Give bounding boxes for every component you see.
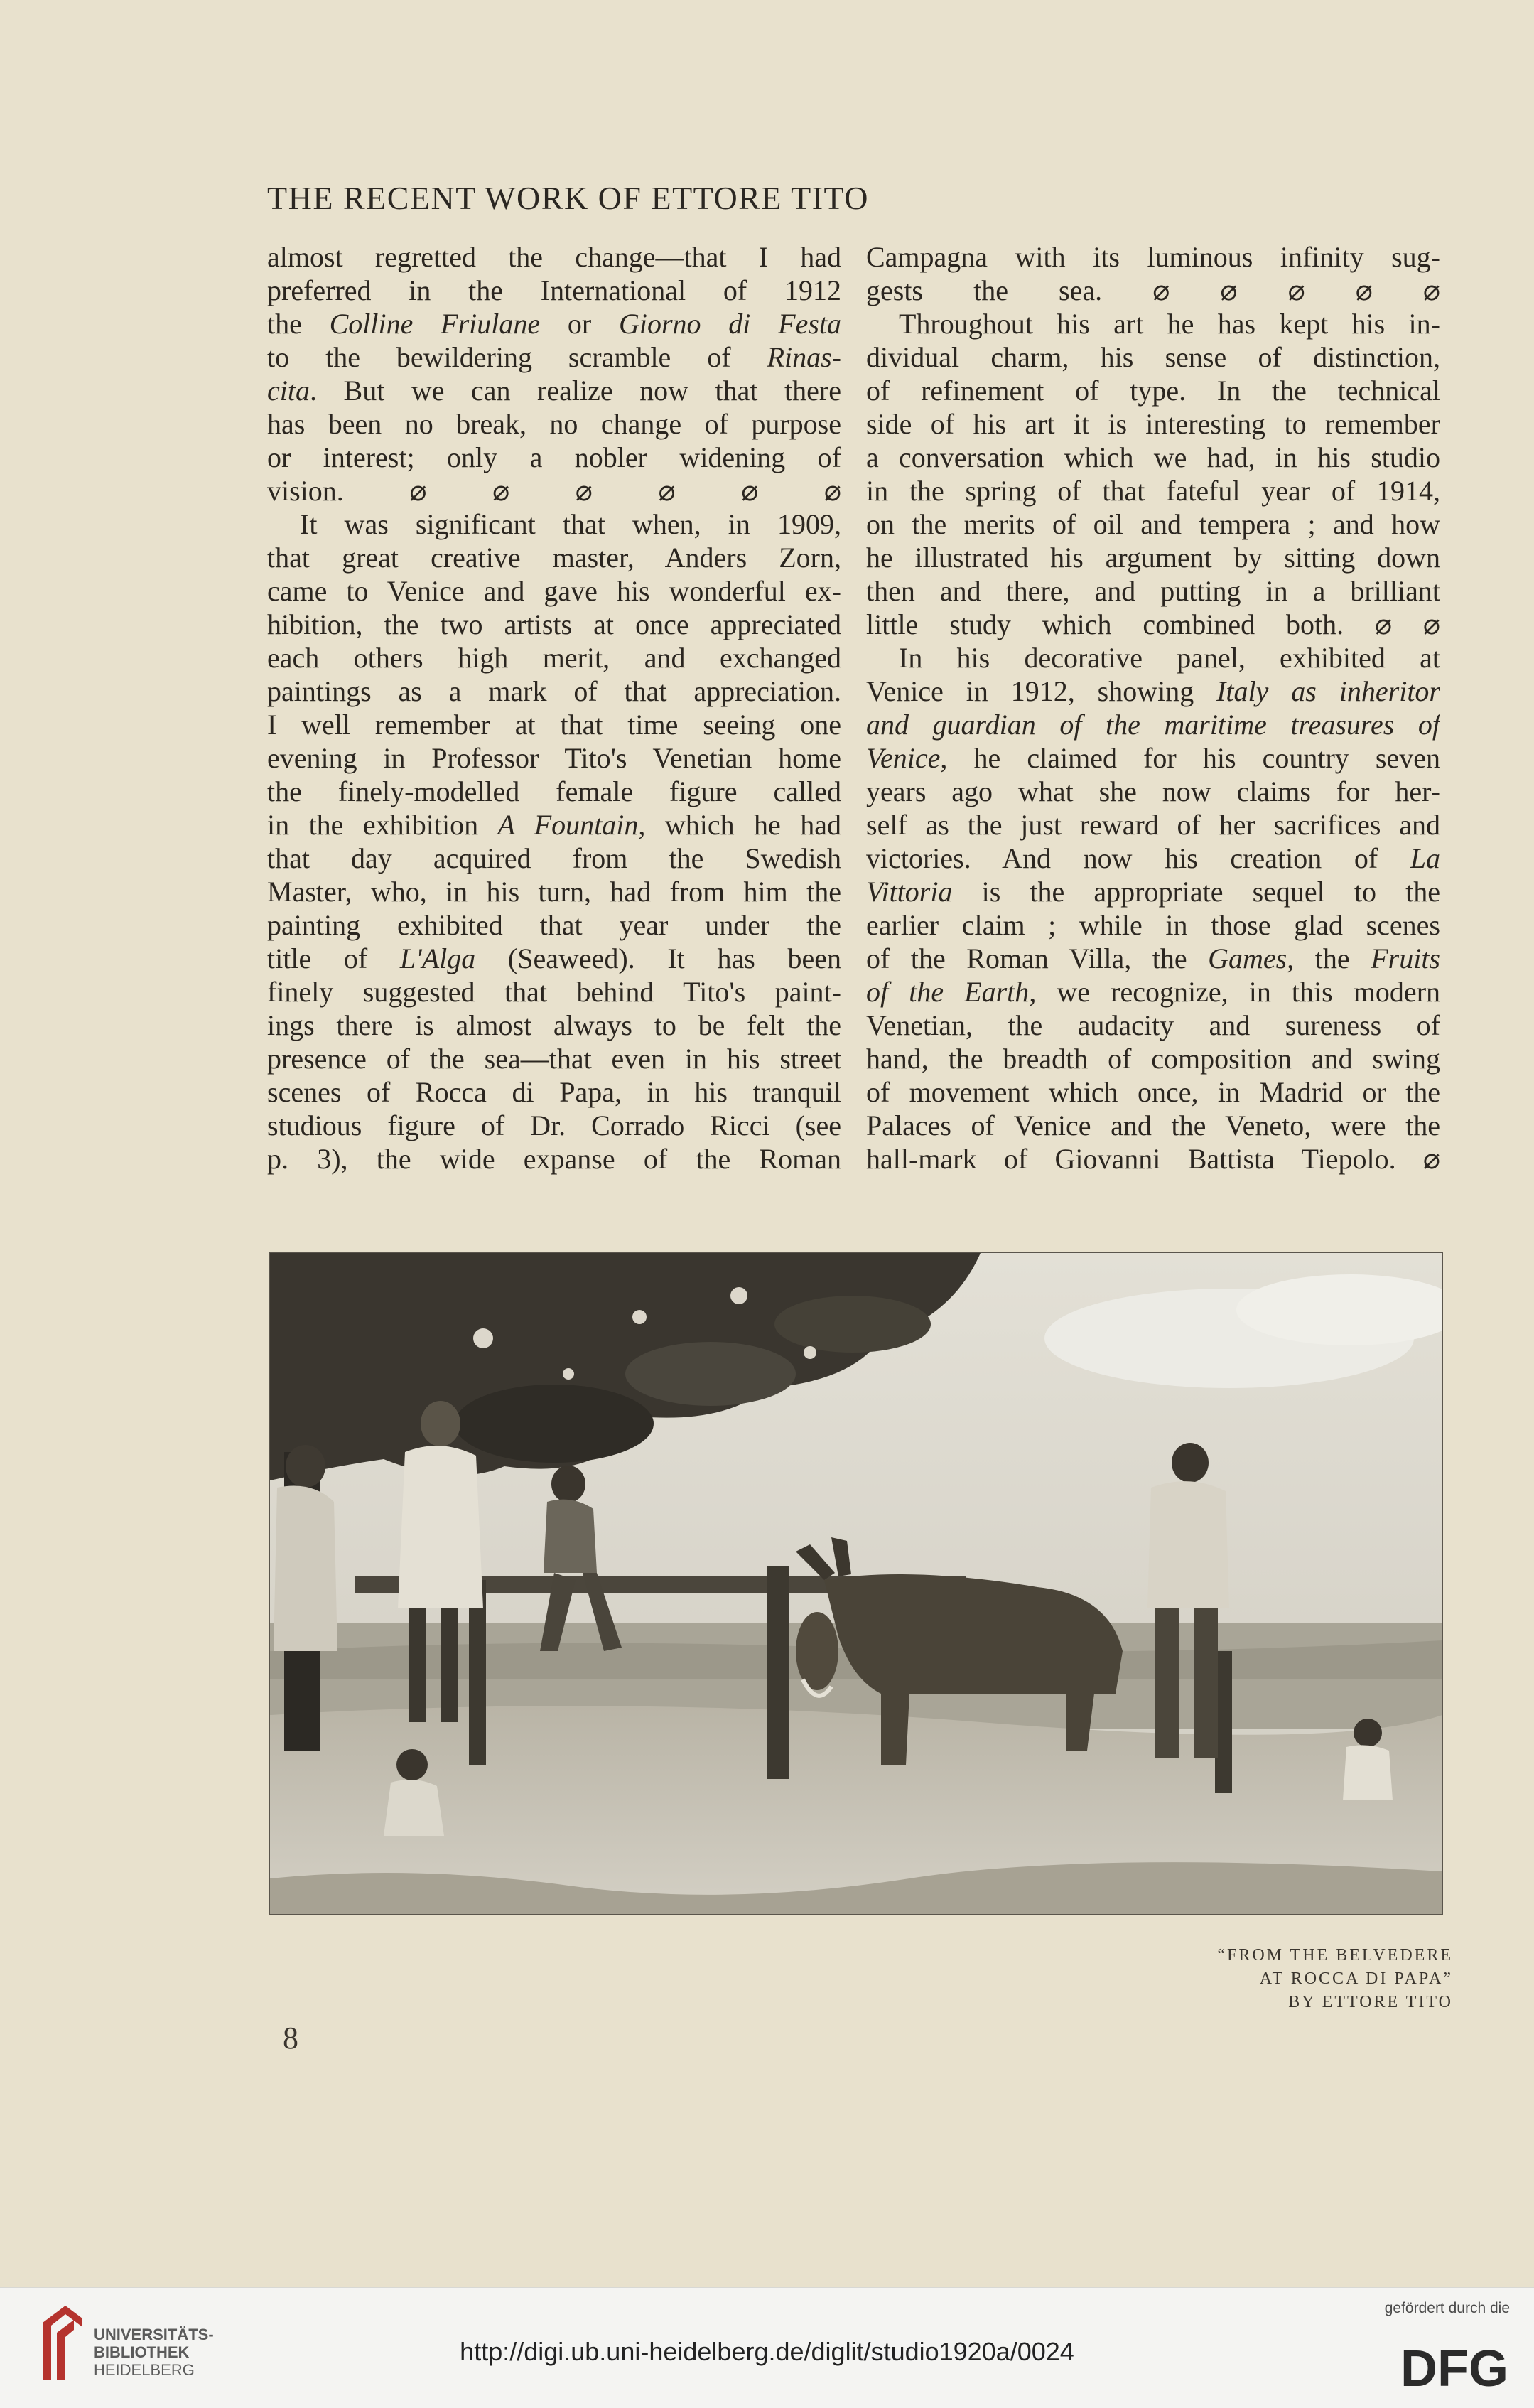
- caption-line: AT ROCCA DI PAPA”: [1259, 1969, 1453, 1988]
- institution-line: BIBLIOTHEK: [94, 2343, 190, 2361]
- text-line: self as the just reward of her sacrifices and: [866, 809, 1440, 841]
- text-line: hibition, the two artists at once appreciated: [267, 608, 841, 640]
- text-line: of the Earth, we recognize, in this modern: [866, 976, 1440, 1008]
- text-line: each others high merit, and exchanged: [267, 642, 841, 674]
- institution-line: HEIDELBERG: [94, 2361, 195, 2379]
- text-line: he illustrated his argument by sitting down: [866, 542, 1440, 574]
- text-line: title of L'Alga (Seaweed). It has been: [267, 942, 841, 974]
- painting-reproduction: [269, 1252, 1443, 1915]
- permalink-url[interactable]: http://digi.ub.uni-heidelberg.de/diglit/studio1920a/0024: [460, 2337, 1074, 2366]
- sponsor-text: gefördert durch die: [1384, 2300, 1510, 2316]
- text-line: then and there, and putting in a brilliant: [866, 575, 1440, 607]
- text-line: that great creative master, Anders Zorn,: [267, 542, 841, 574]
- text-line: the Colline Friulane or Giorno di Festa: [267, 308, 841, 340]
- text-line: cita. But we can realize now that there: [267, 375, 841, 407]
- text-line: has been no break, no change of purpose: [267, 408, 841, 440]
- text-line: preferred in the International of 1912: [267, 274, 841, 306]
- text-line: earlier claim ; while in those glad scenes: [866, 909, 1440, 941]
- text-line: hall-mark of Giovanni Battista Tiepolo. ⌀: [866, 1143, 1440, 1175]
- text-line: studious figure of Dr. Corrado Ricci (see: [267, 1109, 841, 1141]
- text-line: finely suggested that behind Tito's paint-: [267, 976, 841, 1008]
- caption-line: “FROM THE BELVEDERE: [1217, 1946, 1453, 1964]
- text-line: victories. And now his creation of La: [866, 842, 1440, 874]
- institution-line: UNIVERSITÄTS-: [94, 2326, 214, 2343]
- text-line: I well remember at that time seeing one: [267, 709, 841, 741]
- dfg-logo-text: DFG: [1400, 2342, 1508, 2392]
- text-line: in the exhibition A Fountain, which he had: [267, 809, 841, 841]
- running-head: THE RECENT WORK OF ETTORE TITO: [267, 180, 870, 216]
- text-line: Palaces of Venice and the Veneto, were the: [866, 1109, 1440, 1141]
- text-line: Vittoria is the appropriate sequel to the: [866, 876, 1440, 908]
- text-line: on the merits of oil and tempera ; and how: [866, 508, 1440, 540]
- text-line: almost regretted the change—that I had: [267, 241, 841, 273]
- text-line: paintings as a mark of that appreciation.: [267, 675, 841, 707]
- text-line: It was significant that when, in 1909,: [300, 508, 841, 540]
- text-line: Venice in 1912, showing Italy as inheritor: [866, 675, 1440, 707]
- text-line: vision. ⌀ ⌀ ⌀ ⌀ ⌀ ⌀: [267, 475, 841, 507]
- text-line: side of his art it is interesting to remember: [866, 408, 1440, 440]
- text-line: presence of the sea—that even in his street: [267, 1043, 841, 1075]
- text-line: ings there is almost always to be felt the: [267, 1009, 841, 1041]
- text-line: In his decorative panel, exhibited at: [899, 642, 1440, 674]
- text-line: that day acquired from the Swedish: [267, 842, 841, 874]
- text-line: Throughout his art he has kept his in-: [899, 308, 1440, 340]
- page-number: 8: [283, 2021, 298, 2055]
- text-line: p. 3), the wide expanse of the Roman: [267, 1143, 841, 1175]
- text-line: Campagna with its luminous infinity sug-: [866, 241, 1440, 273]
- text-line: the finely-modelled female figure called: [267, 775, 841, 807]
- text-line: and guardian of the maritime treasures of: [866, 709, 1440, 741]
- text-line: years ago what she now claims for her-: [866, 775, 1440, 807]
- text-line: evening in Professor Tito's Venetian home: [267, 742, 841, 774]
- text-line: to the bewildering scramble of Rinas-: [267, 341, 841, 373]
- right-text-column: [866, 240, 1440, 1176]
- text-line: came to Venice and gave his wonderful ex-: [267, 575, 841, 607]
- text-line: little study which combined both. ⌀ ⌀: [866, 608, 1440, 640]
- text-line: painting exhibited that year under the: [267, 909, 841, 941]
- text-line: gests the sea. ⌀ ⌀ ⌀ ⌀ ⌀: [866, 274, 1440, 306]
- dfg-logo: [1388, 2342, 1508, 2392]
- text-line: in the spring of that fateful year of 1914,: [866, 475, 1440, 507]
- text-line: a conversation which we had, in his studio: [866, 441, 1440, 473]
- text-line: scenes of Rocca di Papa, in his tranquil: [267, 1076, 841, 1108]
- text-line: hand, the breadth of composition and swing: [866, 1043, 1440, 1075]
- text-line: of the Roman Villa, the Games, the Fruits: [866, 942, 1440, 974]
- text-line: Venice, he claimed for his country seven: [866, 742, 1440, 774]
- text-line: or interest; only a nobler widening of: [267, 441, 841, 473]
- text-line: dividual charm, his sense of distinction,: [866, 341, 1440, 373]
- text-line: Venetian, the audacity and sureness of: [866, 1009, 1440, 1041]
- text-line: Master, who, in his turn, had from him the: [267, 876, 841, 908]
- left-text-column: [267, 240, 841, 1176]
- painting-illustration: [270, 1253, 1442, 1914]
- text-line: of movement which once, in Madrid or the: [866, 1076, 1440, 1108]
- caption-line: BY ETTORE TITO: [1288, 1993, 1453, 2011]
- figure-caption: [1217, 1944, 1453, 2014]
- text-line: of refinement of type. In the technical: [866, 375, 1440, 407]
